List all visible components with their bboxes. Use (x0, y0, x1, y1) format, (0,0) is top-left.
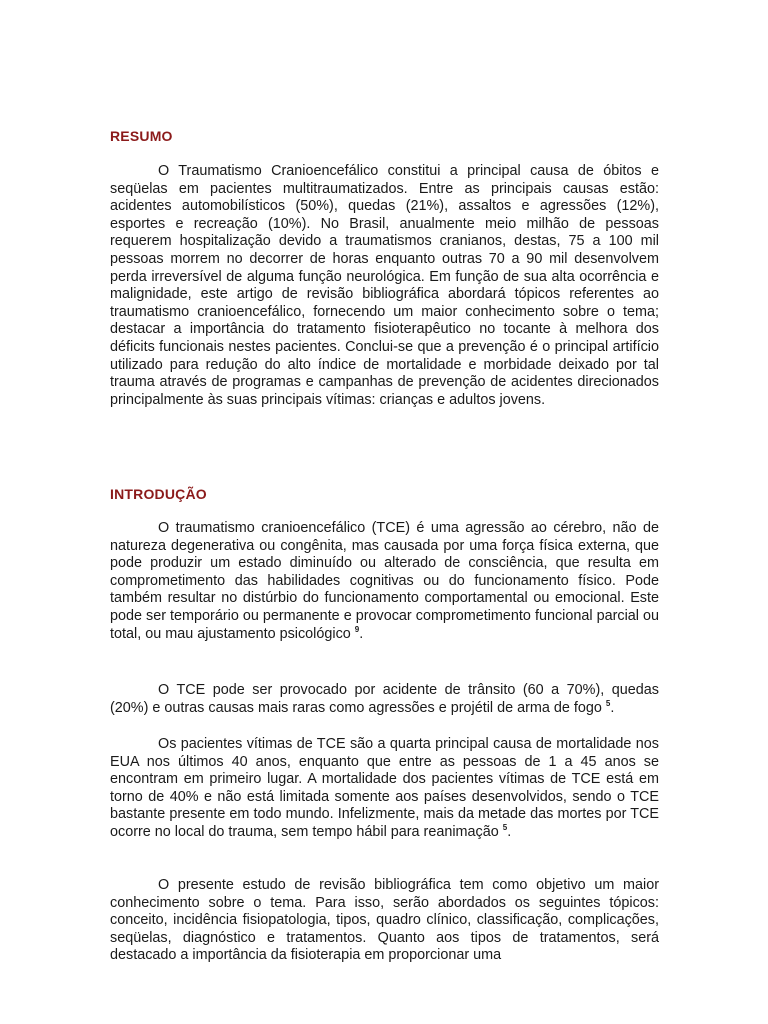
paragraph-text: O traumatismo cranioencefálico (TCE) é uma agressão ao cérebro, não de natureza degenerativa ou congênita, mas causada por uma força física externa, que pode produzir um estado diminuído ou alterado de consciência, que resulta em comprometimento das habilidades cognitivas ou do funcionamento físico. Pode também resultar no distúrbio do funcionamento comportamental ou emocional. Este pode ser temporário ou permanente e provocar comprometimento funcional parcial ou total, ou mau ajustamento psicológico (110, 520, 659, 642)
resumo-heading: RESUMO (110, 128, 173, 144)
paragraph-end: . (610, 699, 615, 716)
paragraph-text: O presente estudo de revisão bibliográfica tem como objetivo um maior conhecimento sobre o tema. Para isso, serão abordados os seguintes tópicos: conceito, incidência fisiopatologia, tipos, quadro clínico, classificação, complicações, seqüelas, diagnóstico e tratamentos. Quanto aos tipos de tratamentos, será destacado a importância da fisioterapia em proporcionar uma (110, 877, 659, 964)
introducao-paragraph-1 (110, 520, 659, 643)
citation-ref: 5 (502, 823, 508, 833)
citation-ref: 5 (605, 698, 611, 708)
introducao-paragraph-2 (110, 682, 659, 717)
introducao-paragraph-4 (110, 877, 659, 965)
paragraph-end: . (507, 823, 512, 840)
paragraph-end: . (359, 625, 364, 642)
resumo-paragraph (110, 163, 659, 409)
citation-ref: 9 (354, 624, 360, 634)
introducao-heading: INTRODUÇÃO (110, 486, 207, 502)
introducao-paragraph-3 (110, 736, 659, 842)
paragraph-text: O TCE pode ser provocado por acidente de trânsito (60 a 70%), quedas (20%) e outras causas mais raras como agressões e projétil de arma de fogo (110, 682, 659, 716)
paragraph-text: Os pacientes vítimas de TCE são a quarta principal causa de mortalidade nos EUA nos últimos 40 anos, enquanto que entre as pessoas de 1 a 45 anos se encontram em primeiro lugar. A mortalidade dos pacientes vítimas de TCE está em torno de 40% e não está limitada somente aos países desenvolvidos, sendo o TCE bastante presente em todo mundo. Infelizmente, mais da metade das mortes por TCE ocorre no local do trauma, sem tempo hábil para reanimação (110, 736, 659, 840)
resumo-text: O Traumatismo Cranioencefálico constitui a principal causa de óbitos e seqüelas em pacientes multitraumatizados. Entre as principais causas estão: acidentes automobilísticos (50%), quedas (21%), assaltos e agressões (12%), esportes e recreação (10%). No Brasil, anualmente meio milhão de pessoas requerem hospitalização devido a traumatismos cranianos, destas, 75 a 100 mil pessoas morrem no decorrer de horas enquanto outras 70 a 90 mil desenvolvem perda irreversível de alguma função neurológica. Em função de sua alta ocorrência e malignidade, este artigo de revisão bibliográfica abordará tópicos referentes ao traumatismo cranioencefálico, fornecendo um maior conhecimento sobre o tema; destacar a importância do tratamento fisioterapêutico no tocante à melhora dos déficits funcionais nestes pacientes. Conclui-se que a prevenção é o principal artifício utilizado para redução do alto índice de mortalidade e morbidade deixado por tal trauma através de programas e campanhas de prevenção de acidentes direcionados principalmente às suas principais vítimas: crianças e adultos jovens. (110, 163, 659, 408)
